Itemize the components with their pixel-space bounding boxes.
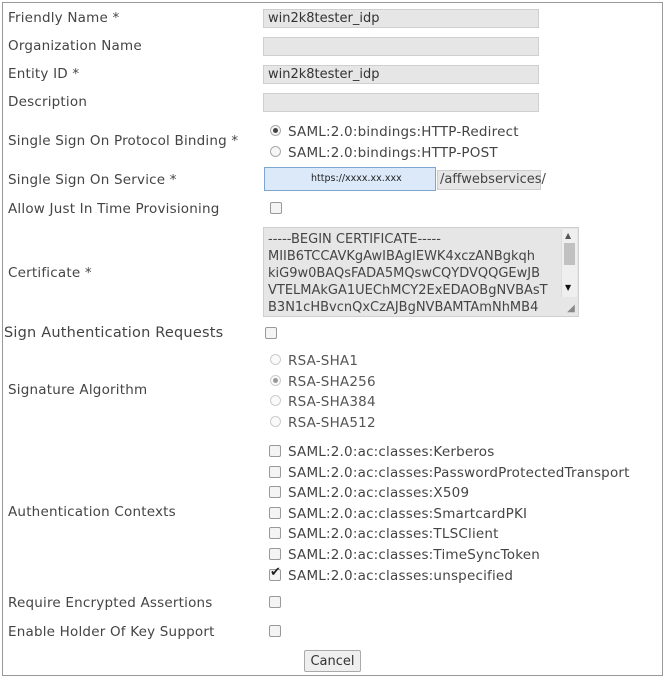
ctx-unspecified-checkbox[interactable] bbox=[269, 565, 281, 581]
rsa-sha512-label[interactable]: RSA-SHA512 bbox=[288, 415, 376, 431]
rsa-sha1-label[interactable]: RSA-SHA1 bbox=[288, 353, 359, 369]
ctx-smartcard-checkbox[interactable] bbox=[269, 507, 281, 519]
certificate-scrollbar[interactable] bbox=[561, 229, 577, 297]
certificate-text bbox=[268, 231, 560, 316]
certificate-line: kiG9w0BAQsFADA5MQswCQYDVQQGEwJB bbox=[268, 266, 541, 281]
encrypted-assertions-checkbox[interactable] bbox=[269, 596, 281, 608]
ctx-timesync-checkbox[interactable] bbox=[269, 548, 281, 560]
encrypted-assertions-label: Require Encrypted Assertions bbox=[8, 595, 213, 611]
organization-name-input[interactable] bbox=[263, 37, 539, 56]
ctx-x509-label[interactable]: SAML:2.0:ac:classes:X509 bbox=[288, 485, 470, 501]
sso-service-suffix: /affwebservices/ bbox=[437, 170, 541, 190]
auth-contexts-label: Authentication Contexts bbox=[8, 504, 176, 520]
ctx-tlsclient-label[interactable]: SAML:2.0:ac:classes:TLSClient bbox=[288, 526, 499, 542]
certificate-line: -----BEGIN CERTIFICATE----- bbox=[268, 232, 441, 247]
certificate-line: VTELMAkGA1UEChMCY2ExEDAOBgNVBAsT bbox=[268, 283, 548, 298]
friendly-name-input[interactable]: win2k8tester_idp bbox=[263, 9, 539, 28]
description-label: Description bbox=[8, 94, 88, 110]
rsa-sha1-radio[interactable] bbox=[270, 354, 281, 365]
holder-of-key-label: Enable Holder Of Key Support bbox=[8, 624, 215, 640]
rsa-sha256-label[interactable]: RSA-SHA256 bbox=[288, 374, 376, 390]
ctx-tlsclient-checkbox[interactable] bbox=[269, 527, 281, 539]
cancel-button[interactable]: Cancel bbox=[304, 650, 361, 672]
rsa-sha512-radio[interactable] bbox=[270, 416, 281, 427]
ctx-password-checkbox[interactable] bbox=[269, 466, 281, 478]
jit-provisioning-label: Allow Just In Time Provisioning bbox=[8, 201, 220, 217]
sso-service-url-input[interactable]: https://xxxx.xx.xxx bbox=[264, 167, 436, 191]
organization-name-label: Organization Name bbox=[8, 38, 142, 54]
checkmark-icon: ✔ bbox=[270, 565, 281, 580]
ctx-unspecified-label[interactable]: SAML:2.0:ac:classes:unspecified bbox=[288, 568, 514, 584]
rsa-sha384-label[interactable]: RSA-SHA384 bbox=[288, 394, 376, 410]
sso-service-label: Single Sign On Service * bbox=[8, 172, 177, 188]
certificate-textarea[interactable] bbox=[263, 227, 579, 317]
rsa-sha256-radio[interactable] bbox=[270, 375, 281, 386]
certificate-line: B3N1cHBvcnQxCzAJBgNVBAMTAmNhMB4 bbox=[268, 300, 539, 315]
resize-grip-icon[interactable]: ◢ bbox=[567, 303, 575, 314]
binding-redirect-label[interactable]: SAML:2.0:bindings:HTTP-Redirect bbox=[288, 124, 519, 140]
signature-algorithm-label: Signature Algorithm bbox=[8, 382, 148, 398]
rsa-sha384-radio[interactable] bbox=[270, 395, 281, 406]
entity-id-label: Entity ID * bbox=[8, 66, 80, 82]
sign-requests-checkbox[interactable] bbox=[265, 327, 277, 339]
scroll-thumb[interactable] bbox=[564, 243, 575, 265]
binding-redirect-radio[interactable] bbox=[270, 125, 281, 136]
ctx-kerberos-checkbox[interactable] bbox=[269, 445, 281, 457]
friendly-name-label: Friendly Name * bbox=[8, 10, 120, 26]
entity-id-input[interactable]: win2k8tester_idp bbox=[263, 65, 539, 84]
ctx-kerberos-label[interactable]: SAML:2.0:ac:classes:Kerberos bbox=[288, 444, 495, 460]
scroll-up-icon[interactable]: ▲ bbox=[565, 231, 572, 240]
ctx-timesync-label[interactable]: SAML:2.0:ac:classes:TimeSyncToken bbox=[288, 547, 541, 563]
sso-binding-label: Single Sign On Protocol Binding * bbox=[8, 133, 239, 149]
sign-requests-label: Sign Authentication Requests bbox=[4, 325, 224, 341]
binding-post-radio[interactable] bbox=[270, 146, 281, 157]
binding-post-label[interactable]: SAML:2.0:bindings:HTTP-POST bbox=[288, 145, 498, 161]
certificate-line: MIIB6TCCAVKgAwIBAgIEWK4xczANBgkqh bbox=[268, 249, 535, 264]
ctx-smartcard-label[interactable]: SAML:2.0:ac:classes:SmartcardPKI bbox=[288, 506, 528, 522]
scroll-down-icon[interactable]: ▼ bbox=[565, 283, 572, 292]
description-input[interactable] bbox=[263, 93, 539, 112]
jit-provisioning-checkbox[interactable] bbox=[270, 202, 282, 214]
certificate-label: Certificate * bbox=[8, 265, 92, 281]
ctx-x509-checkbox[interactable] bbox=[269, 486, 281, 498]
holder-of-key-checkbox[interactable] bbox=[269, 625, 281, 637]
ctx-password-label[interactable]: SAML:2.0:ac:classes:PasswordProtectedTransport bbox=[288, 465, 630, 481]
